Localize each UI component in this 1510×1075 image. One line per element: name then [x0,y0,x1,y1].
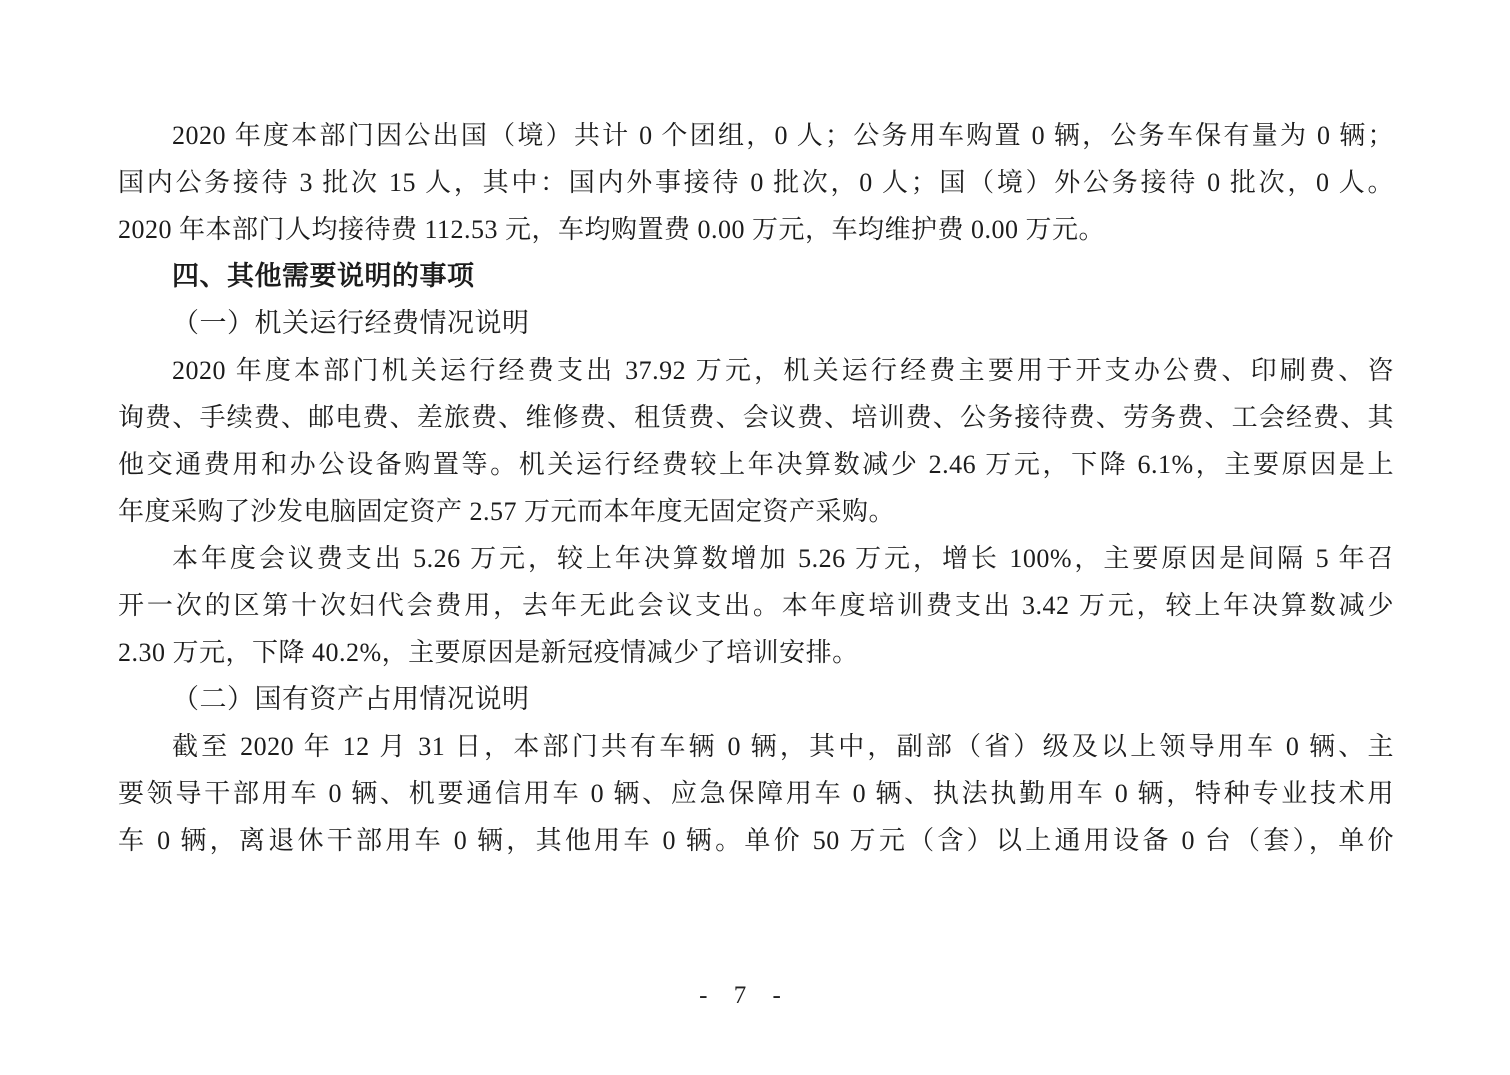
paragraph-operating-line-4: 年度采购了沙发电脑固定资产 2.57 万元而本年度无固定资产采购。 [118,497,896,526]
paragraph-operating-line-3: 他交通费用和办公设备购置等。机关运行经费较上年决算数减少 2.46 万元，下降 6.1%，主要原因是上 [118,450,1394,479]
page-number: - 7 - [699,982,791,1009]
paragraph-operating-line-2: 询费、手续费、邮电费、差旅费、维修费、租赁费、会议费、培训费、公务接待费、劳务费、工会经费、其 [118,403,1394,432]
subsection-1-heading: （一）机关运行经费情况说明 [172,308,530,338]
paragraph-assets-line-3: 车 0 辆，离退休干部用车 0 辆，其他用车 0 辆。单价 50 万元（含）以上通用设备 0 台（套），单价 [118,826,1394,855]
paragraph-meeting-line-3: 2.30 万元，下降 40.2%，主要原因是新冠疫情减少了培训安排。 [118,638,859,667]
section-4-heading: 四、其他需要说明的事项 [172,261,475,292]
subsection-2-heading: （二）国有资产占用情况说明 [172,684,530,714]
paragraph-travel-line-3: 2020 年本部门人均接待费 112.53 元，车均购置费 0.00 万元，车均维护费 0.00 万元。 [118,215,1106,244]
paragraph-operating-line-1: 2020 年度本部门机关运行经费支出 37.92 万元，机关运行经费主要用于开支办公费、印刷费、咨 [172,356,1394,385]
paragraph-assets-line-2: 要领导干部用车 0 辆、机要通信用车 0 辆、应急保障用车 0 辆、执法执勤用车 0 辆，特种专业技术用 [118,779,1394,808]
document-text-block [118,112,1394,864]
paragraph-meeting-line-1: 本年度会议费支出 5.26 万元，较上年决算数增加 5.26 万元，增长 100%，主要原因是间隔 5 年召 [172,544,1394,573]
paragraph-travel-line-2: 国内公务接待 3 批次 15 人，其中：国内外事接待 0 批次，0 人；国（境）外公务接待 0 批次，0 人。 [118,168,1394,197]
paragraph-assets-line-1: 截至 2020 年 12 月 31 日，本部门共有车辆 0 辆，其中，副部（省）级及以上领导用车 0 辆、主 [172,732,1394,761]
paragraph-meeting-line-2: 开一次的区第十次妇代会费用，去年无此会议支出。本年度培训费支出 3.42 万元，较上年决算数减少 [118,591,1394,620]
paragraph-travel-line-1: 2020 年度本部门因公出国（境）共计 0 个团组，0 人；公务用车购置 0 辆，公务车保有量为 0 辆； [172,121,1394,150]
